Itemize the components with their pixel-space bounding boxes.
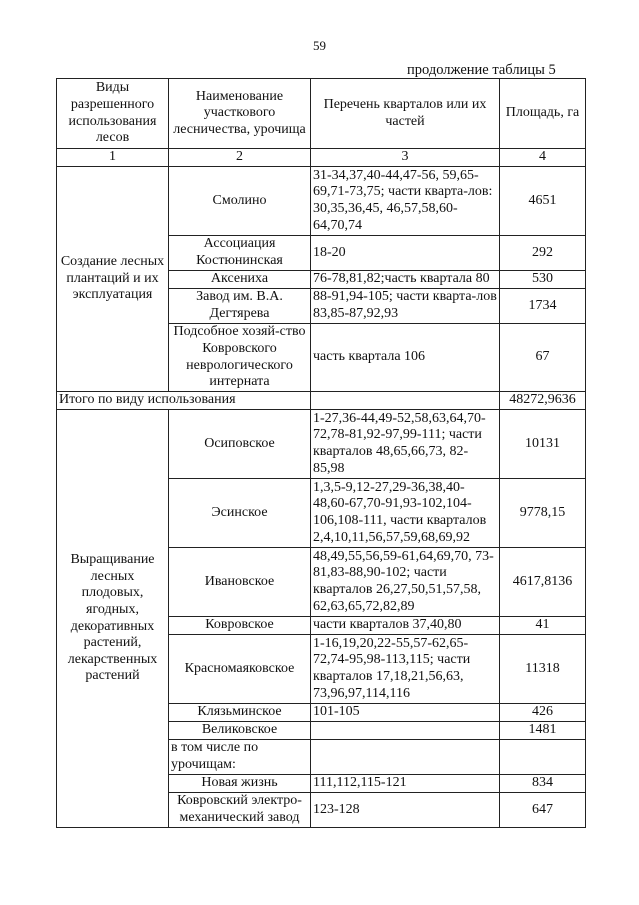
area-value: 11318 xyxy=(500,635,586,704)
area-value: 67 xyxy=(500,324,586,392)
quarters-list: 88-91,94-105; части кварта-лов 83,85-87,92,93 xyxy=(311,289,500,324)
column-number: 2 xyxy=(169,149,311,167)
area-value: 530 xyxy=(500,271,586,289)
table-row xyxy=(57,410,586,479)
forestry-name: Ассоциация Костюнинская xyxy=(169,236,311,271)
total-quarters-empty xyxy=(311,392,500,410)
forestry-name: Новая жизнь xyxy=(169,775,311,793)
quarters-list: 76-78,81,82;часть квартала 80 xyxy=(311,271,500,289)
total-row xyxy=(57,392,586,410)
area-value: 1481 xyxy=(500,722,586,740)
forestry-subheading: в том числе по урочищам: xyxy=(169,740,311,775)
quarters-list: 1-16,19,20,22-55,57-62,65-72,74-95,98-113,115; части кварталов 17,18,21,56,63, 73,96,97,114,116 xyxy=(311,635,500,704)
area-value: 426 xyxy=(500,704,586,722)
area-value: 4617,8136 xyxy=(500,548,586,617)
header-area: Площадь, га xyxy=(500,79,586,149)
header-quarters: Перечень кварталов или их частей xyxy=(311,79,500,149)
use-type-cell: Выращивание лесных плодовых, ягодных, декоративных растений, лекарственных растений xyxy=(57,410,169,828)
quarters-list: 48,49,55,56,59-61,64,69,70, 73-81,83-88,90-102; части кварталов 26,27,50,51,57,58, 62,63,65,72,82,89 xyxy=(311,548,500,617)
header-forestry: Наименование участкового лесничества, урочища xyxy=(169,79,311,149)
data-table xyxy=(56,78,586,828)
table-header-row xyxy=(57,79,586,149)
area-value: 647 xyxy=(500,793,586,828)
forestry-name: Красномаяковское xyxy=(169,635,311,704)
forestry-name: Эсинское xyxy=(169,479,311,548)
total-label: Итого по виду использования xyxy=(57,392,311,410)
column-number-row xyxy=(57,149,586,167)
table-row xyxy=(57,167,586,236)
area-value: 4651 xyxy=(500,167,586,236)
forestry-name: Завод им. В.А. Дегтярева xyxy=(169,289,311,324)
area-value: 9778,15 xyxy=(500,479,586,548)
quarters-list: 31-34,37,40-44,47-56, 59,65-69,71-73,75; части квартa-лов: 30,35,36,45, 46,57,58,60-64,70,74 xyxy=(311,167,500,236)
use-type-cell: Создание лесных плантаций и их эксплуатация xyxy=(57,167,169,392)
column-number: 1 xyxy=(57,149,169,167)
quarters-list: часть квартала 106 xyxy=(311,324,500,392)
area-value: 834 xyxy=(500,775,586,793)
area-value: 292 xyxy=(500,236,586,271)
forestry-name: Клязьминское xyxy=(169,704,311,722)
table-continuation-caption: продолжение таблицы 5 xyxy=(407,62,556,78)
forestry-name: Подсобное хозяй-ство Ковровского неврологического интерната xyxy=(169,324,311,392)
area-value: 41 xyxy=(500,617,586,635)
forestry-name: Ковровское xyxy=(169,617,311,635)
column-number: 4 xyxy=(500,149,586,167)
quarters-list: части кварталов 37,40,80 xyxy=(311,617,500,635)
area-value xyxy=(500,740,586,775)
area-value: 10131 xyxy=(500,410,586,479)
header-use-type: Виды разрешенного использования лесов xyxy=(57,79,169,149)
total-area: 48272,9636 xyxy=(500,392,586,410)
forestry-name: Ивановское xyxy=(169,548,311,617)
quarters-list: 111,112,115-121 xyxy=(311,775,500,793)
forestry-name: Великовское xyxy=(169,722,311,740)
quarters-list: 18-20 xyxy=(311,236,500,271)
quarters-list: 123-128 xyxy=(311,793,500,828)
forestry-name: Смолино xyxy=(169,167,311,236)
quarters-list xyxy=(311,722,500,740)
quarters-list: 1-27,36-44,49-52,58,63,64,70-72,78-81,92-97,99-111; части кварталов 48,65,66,73, 82-85,98 xyxy=(311,410,500,479)
forestry-name: Аксениха xyxy=(169,271,311,289)
quarters-list xyxy=(311,740,500,775)
quarters-list: 1,3,5-9,12-27,29-36,38,40-48,60-67,70-91,93-102,104-106,108-111, части кварталов 2,4,10,11,56,57,59,68,69,92 xyxy=(311,479,500,548)
forestry-name: Ковровский электро-механический завод xyxy=(169,793,311,828)
area-value: 1734 xyxy=(500,289,586,324)
page-number: 59 xyxy=(313,38,326,53)
column-number: 3 xyxy=(311,149,500,167)
quarters-list: 101-105 xyxy=(311,704,500,722)
forestry-name: Осиповское xyxy=(169,410,311,479)
